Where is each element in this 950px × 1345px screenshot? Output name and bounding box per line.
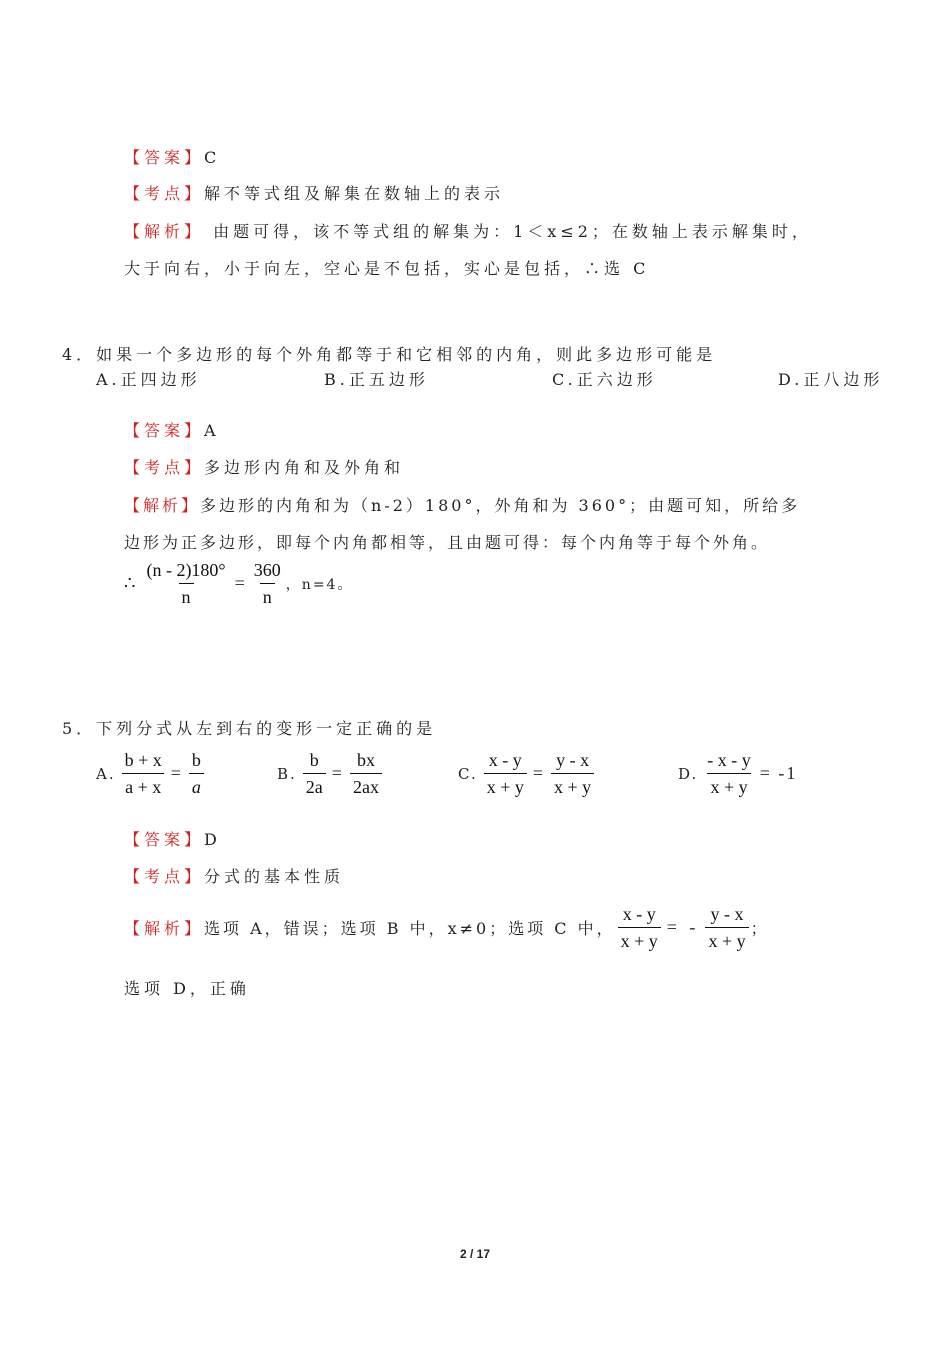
fraction-denominator: a + x xyxy=(122,773,164,797)
fraction-numerator: (n - 2)180° xyxy=(146,560,226,580)
equals-sign: = xyxy=(234,573,245,593)
q5-point-line xyxy=(124,864,344,887)
equals-minus-one: = -1 xyxy=(759,763,798,783)
option-right-fraction xyxy=(350,750,382,797)
fraction-numerator: b + x xyxy=(124,750,162,770)
equals-sign: = xyxy=(331,763,344,783)
answer-tag: 【答案】 xyxy=(124,830,205,849)
analysis-tail: ； xyxy=(750,919,771,938)
q4-point: 多边形内角和及外角和 xyxy=(204,458,405,477)
option-right-fraction xyxy=(189,750,204,797)
q5-point: 分式的基本性质 xyxy=(204,867,345,886)
q3-analysis-line-2: 大于向右，小于向左，空心是不包括，实心是包括，∴选 C xyxy=(124,259,650,278)
answer-tag: 【答案】 xyxy=(124,421,205,440)
fraction-numerator: y - x xyxy=(710,904,744,924)
q5-option-b xyxy=(277,750,384,797)
option-left-fraction xyxy=(704,750,754,797)
q3-point: 解不等式组及解集在数轴上的表示 xyxy=(204,184,505,203)
fraction-numerator: x - y xyxy=(488,750,522,770)
q5-option-d xyxy=(678,750,801,797)
fraction-denominator: n xyxy=(179,583,194,607)
option-left-fraction xyxy=(122,750,165,797)
analysis-left-fraction xyxy=(618,904,661,951)
point-tag: 【考点】 xyxy=(124,458,205,477)
option-left-fraction xyxy=(484,750,527,797)
equals-sign: = xyxy=(170,763,183,783)
option-label: C. xyxy=(458,764,478,783)
q3-answer-line xyxy=(124,145,220,168)
fraction-denominator: 2ax xyxy=(350,773,382,797)
q3-analysis-line xyxy=(124,219,812,242)
q5-analysis-1: 选项 A，错误；选项 B 中，x≠0；选项 C 中， xyxy=(204,919,616,938)
q5-option-c xyxy=(458,750,596,797)
q3-analysis-1: 由题可得，该不等式组的解集为：1＜x≤2；在数轴上表示解集时， xyxy=(213,222,812,241)
fraction-numerator: y - x xyxy=(556,750,590,770)
q3-point-line xyxy=(124,181,504,204)
q4-analysis-line-2: 边形为正多边形，即每个内角都相等，且由题可得：每个内角等于每个外角。 xyxy=(124,533,771,552)
fraction-denominator: n xyxy=(260,583,275,607)
fraction-interior-angle xyxy=(143,560,228,607)
formula-tail: ，n=4。 xyxy=(285,576,354,593)
fraction-denominator: x + y xyxy=(618,927,661,951)
q4-stem: 4．如果一个多边形的每个外角都等于和它相邻的内角，则此多边形可能是 xyxy=(62,345,717,364)
q4-answer: A xyxy=(204,421,220,440)
fraction-numerator: b xyxy=(191,750,201,770)
q5-stem: 5．下列分式从左到右的变形一定正确的是 xyxy=(62,719,437,738)
q5-option-a xyxy=(96,750,206,797)
q4-option-a: A.正四边形 xyxy=(96,370,201,389)
fraction-denominator: 2a xyxy=(303,773,326,797)
q5-analysis-line-2: 选项 D，正确 xyxy=(124,979,250,998)
fraction-numerator: b xyxy=(309,750,319,770)
analysis-right-fraction xyxy=(705,904,748,951)
answer-tag: 【答案】 xyxy=(124,148,205,167)
q4-formula xyxy=(124,560,353,607)
page-number: 2 / 17 xyxy=(459,1247,491,1261)
q4-point-line xyxy=(124,455,404,478)
q3-answer: C xyxy=(204,148,221,167)
q5-answer: D xyxy=(204,830,221,849)
equals-minus-sign: = - xyxy=(666,917,700,937)
fraction-numerator: x - y xyxy=(622,904,656,924)
analysis-tag: 【解析】 xyxy=(124,496,201,515)
q4-option-c: C.正六边形 xyxy=(552,370,657,389)
analysis-tag: 【解析】 xyxy=(124,919,205,938)
option-right-fraction xyxy=(551,750,594,797)
fraction-numerator: 360 xyxy=(253,560,281,580)
option-label: D. xyxy=(678,764,699,783)
option-left-fraction xyxy=(303,750,326,797)
q4-analysis-line xyxy=(124,493,800,516)
point-tag: 【考点】 xyxy=(124,184,205,203)
fraction-denominator: a xyxy=(189,773,204,797)
q5-answer-line xyxy=(124,827,221,850)
fraction-denominator: x + y xyxy=(705,927,748,951)
fraction-denominator: x + y xyxy=(707,773,750,797)
q4-option-d: D.正八边形 xyxy=(778,370,884,389)
q4-analysis-1: 多边形的内角和为（n-2）180°，外角和为 360°；由题可知，所给多 xyxy=(200,496,801,515)
fraction-numerator: bx xyxy=(356,750,375,770)
therefore-symbol: ∴ xyxy=(124,573,136,593)
analysis-tag: 【解析】 xyxy=(124,222,205,241)
fraction-numerator: - x - y xyxy=(707,750,751,770)
fraction-exterior-angle xyxy=(251,560,284,607)
option-label: B. xyxy=(277,764,297,783)
q4-answer-line xyxy=(124,418,220,441)
fraction-denominator: x + y xyxy=(484,773,527,797)
q5-analysis-line xyxy=(124,904,771,951)
q4-option-b: B.正五边形 xyxy=(324,370,429,389)
option-label: A. xyxy=(96,764,116,783)
point-tag: 【考点】 xyxy=(124,867,205,886)
equals-sign: = xyxy=(532,763,546,783)
fraction-denominator: x + y xyxy=(551,773,594,797)
